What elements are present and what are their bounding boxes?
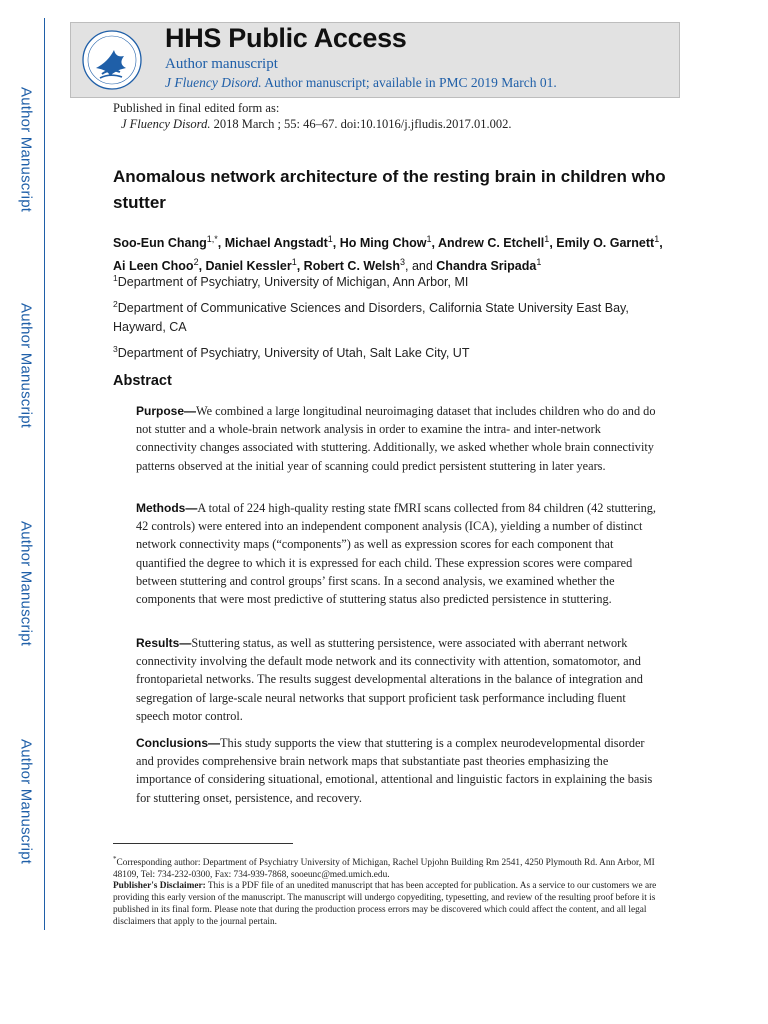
- author-name: Andrew C. Etchell: [438, 236, 545, 251]
- section-text: A total of 224 high-quality resting state fMRI scans collected from 84 children (42 stuttering, 42 controls) were entered into an independent component analysis (ICA), yielding a number of distinct network connectivity maps (“components”) as well as expression scores for each component that quantified the degree to which it is expressed for each child. These expression scores were compared between stuttering and control groups’ first scans. In a second analysis, we examined whether the components that were most predictive of stuttering status also predicted persistence in stuttering.: [136, 501, 656, 607]
- author-separator: ,: [332, 236, 340, 251]
- article-title: Anomalous network architecture of the resting brain in children who stutter: [113, 167, 666, 212]
- author-manuscript-label: Author manuscript: [165, 56, 278, 72]
- author-affiliation-mark: 1: [536, 257, 542, 268]
- footnote-mark: *: [113, 855, 117, 863]
- author-separator: ,: [431, 236, 439, 251]
- author-affiliation-mark: 1: [426, 234, 432, 244]
- author-name: Chandra Sripada: [436, 259, 537, 274]
- availability-text: Author manuscript; available in PMC 2019 March 01.: [261, 75, 557, 90]
- abstract-results: [136, 634, 656, 725]
- abstract-heading: Abstract: [113, 373, 172, 389]
- author-name: Ai Leen Choo: [113, 259, 194, 274]
- affiliation-text: Department of Psychiatry, University of Michigan, Ann Arbor, MI: [117, 275, 469, 290]
- disclaimer-text: This is a PDF file of an unedited manuscript that has been accepted for publication. As a service to our customers we are providing this early version of the manuscript. The manuscript will undergo copyediting, typesetting, and review of the resulting proof before it is published in its final form. Please note that during the production process errors may be discovered which could affect the content, and all legal disclaimers that apply to the journal pertain.: [113, 881, 657, 928]
- affiliation-number: 3: [113, 344, 118, 354]
- hhs-public-access-title: HHS Public Access: [165, 23, 407, 53]
- author-name: Emily O. Garnett: [556, 236, 655, 251]
- author-name: Ho Ming Chow: [339, 236, 427, 251]
- affiliation-1: [113, 269, 673, 292]
- author-affiliation-mark: 3: [399, 257, 405, 268]
- footnote-rule: [113, 843, 293, 844]
- publisher-disclaimer: [113, 880, 658, 928]
- author-manuscript-side-label: Author Manuscript: [17, 303, 35, 429]
- affiliation-number: 1: [113, 273, 118, 283]
- citation-details: 2018 March ; 55: 46–67. doi:10.1016/j.jfludis.2017.01.002.: [210, 117, 512, 131]
- section-text: This study supports the view that stuttering is a complex neurodevelopmental disorder and provides comprehensive brain network maps that substantiate past theories emphasizing the importance of considering situational, emotional, attentional and linguistic factors in explaining the basis for stuttering onset, persistence, and recovery.: [136, 736, 653, 805]
- affiliation-text: Department of Communicative Sciences and Disorders, California State University East Bay, Hayward, CA: [113, 301, 629, 335]
- author-name: Daniel Kessler: [205, 259, 292, 274]
- corresponding-author-footnote: [113, 853, 658, 881]
- author-separator: , and: [405, 259, 437, 274]
- abstract-methods: [136, 499, 656, 608]
- citation-journal: J Fluency Disord.: [121, 117, 211, 131]
- author-separator: ,: [217, 236, 225, 251]
- abstract-conclusions: [136, 734, 656, 807]
- citation-line: [121, 117, 512, 132]
- section-label: Methods—: [136, 501, 198, 515]
- disclaimer-label: Publisher's Disclaimer:: [113, 881, 206, 891]
- abstract-purpose: [136, 402, 656, 475]
- author-separator: ,: [659, 236, 663, 251]
- author-affiliation-mark: 1: [544, 234, 550, 244]
- author-manuscript-side-label: Author Manuscript: [17, 739, 35, 865]
- section-label: Results—: [136, 636, 192, 650]
- author-affiliation-mark: 1: [654, 234, 660, 244]
- journal-abbrev: J Fluency Disord.: [165, 75, 262, 90]
- affiliation-number: 2: [113, 299, 118, 309]
- author-affiliation-mark: 1: [327, 234, 333, 244]
- section-text: Stuttering status, as well as stuttering persistence, were associated with aberrant network connectivity involving the default mode network and its connectivity with attention, somatomotor, and frontoparietal networks. The results suggest developmental alterations in the balance of integration and segregation of large-scale neural networks that support proficient task performance including fluent speech motor control.: [136, 636, 643, 723]
- author-name: Robert C. Welsh: [303, 259, 400, 274]
- author-affiliation-mark: 1,*: [206, 234, 218, 244]
- author-name: Soo-Eun Chang: [113, 236, 207, 251]
- author-name: Michael Angstadt: [224, 236, 328, 251]
- section-label: Conclusions—: [136, 736, 221, 750]
- affiliation-3: [113, 340, 673, 363]
- corresponding-text: Corresponding author: Department of Psychiatry University of Michigan, Rachel Upjohn Building Rm 2541, 4250 Plymouth Rd. Ann Arbor, MI 48109, Tel: 734-232-0300, Fax: 734-939-7868, sooeunc@med.umich.edu.: [113, 858, 655, 881]
- journal-availability-line: [165, 75, 557, 91]
- author-affiliation-mark: 1: [291, 257, 297, 268]
- affiliation-2: [113, 295, 673, 337]
- affiliation-text: Department of Psychiatry, University of Utah, Salt Lake City, UT: [117, 346, 470, 361]
- published-label: Published in final edited form as:: [113, 101, 280, 115]
- section-text: We combined a large longitudinal neuroimaging dataset that includes children who do and do not stutter and a whole-brain network analysis in order to examine the intra- and inter-network connectivity changes associated with stuttering. Additionally, we asked whether whole brain connectivity patterns observed at the initial year of scanning could predict persistent stuttering in later years.: [136, 404, 656, 473]
- author-separator: ,: [549, 236, 557, 251]
- margin-rule: [44, 18, 45, 930]
- hhs-eagle-logo-icon: [80, 28, 144, 92]
- section-label: Purpose—: [136, 404, 197, 418]
- author-separator: ,: [198, 259, 206, 274]
- author-separator: ,: [296, 259, 304, 274]
- author-manuscript-side-label: Author Manuscript: [17, 521, 35, 647]
- author-affiliation-mark: 2: [193, 257, 199, 268]
- author-manuscript-side-label: Author Manuscript: [17, 87, 35, 213]
